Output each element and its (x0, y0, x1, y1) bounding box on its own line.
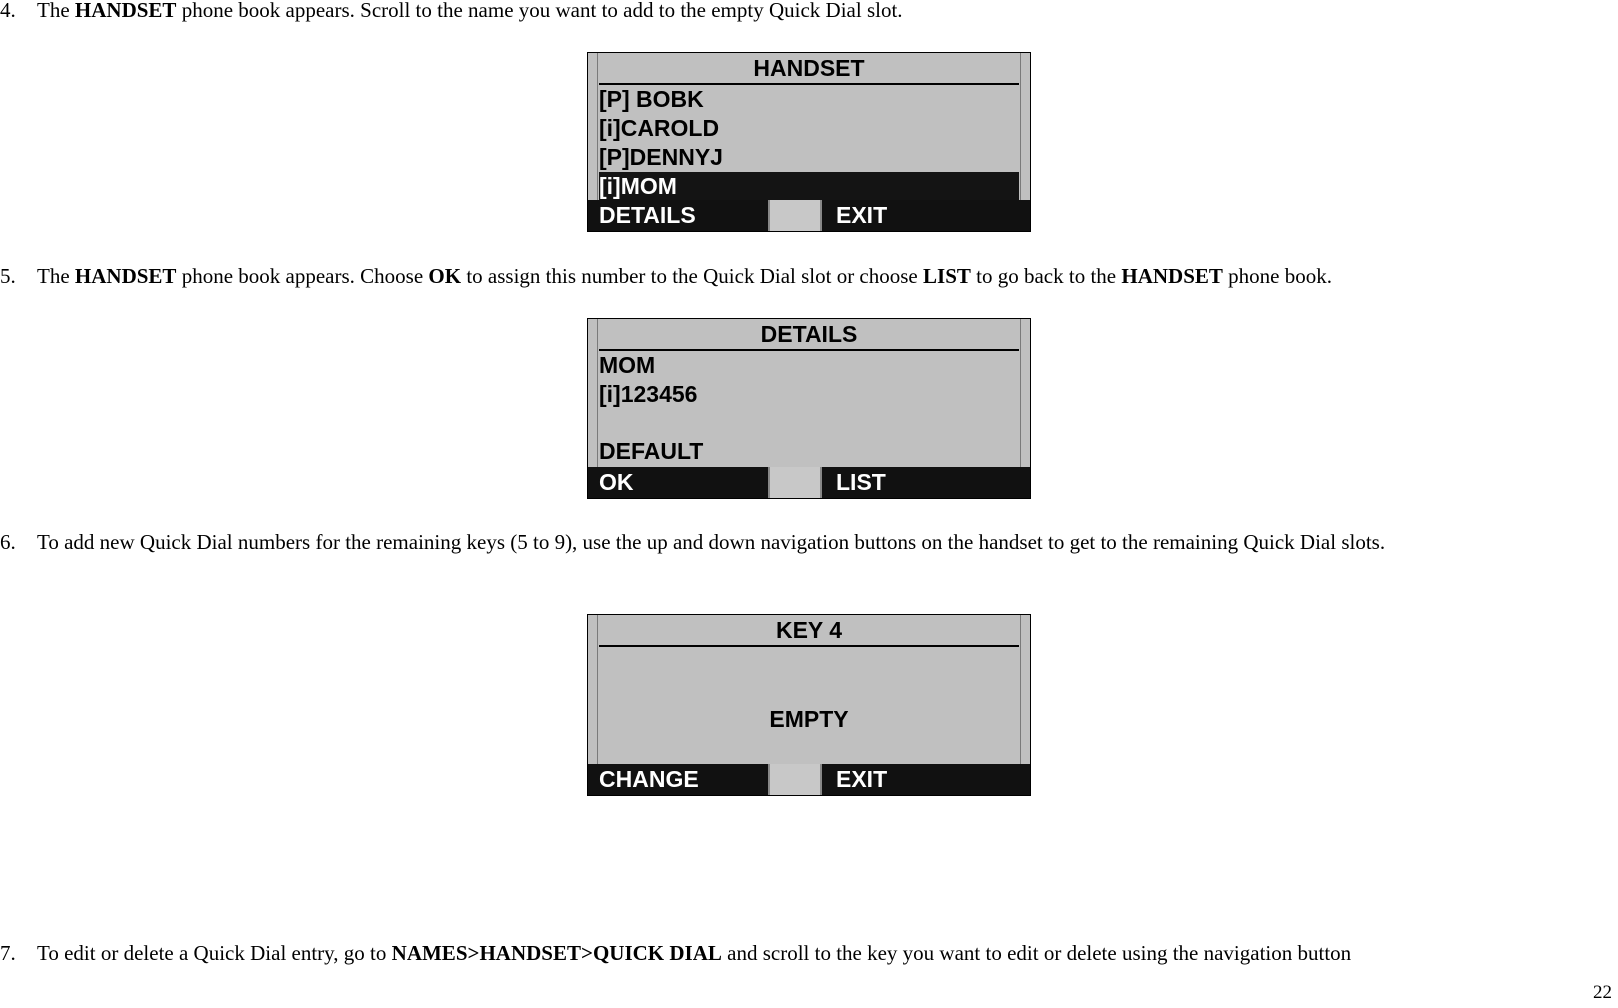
screen-title: HANDSET (599, 53, 1019, 85)
step-number: 7. (0, 941, 16, 965)
exit-softkey[interactable]: EXIT (836, 766, 888, 792)
contact-number: [i]123456 (599, 381, 698, 407)
ok-softkey[interactable]: OK (599, 469, 634, 495)
step-7 (0, 939, 1610, 968)
step-text: The HANDSET phone book appears. Scroll to the name you want to add to the empty Quick Dial slot. (37, 0, 903, 22)
slot-status: EMPTY (769, 706, 849, 732)
phonebook-entry[interactable]: [P]DENNYJ (599, 144, 723, 170)
softkey-divider (768, 764, 822, 795)
softkey-bar (588, 764, 1030, 795)
details-screen (587, 318, 1031, 499)
step-6 (0, 528, 1610, 557)
softkey-divider (768, 200, 822, 231)
softkey-divider (768, 467, 822, 498)
softkey-bar (588, 200, 1030, 231)
ring-setting: DEFAULT (599, 438, 704, 464)
step-text: To edit or delete a Quick Dial entry, go to NAMES>HANDSET>QUICK DIAL and scroll to the key you want to edit or delete using the navigation button (37, 941, 1352, 965)
page-number: 22 (1593, 982, 1612, 1003)
screen-title: KEY 4 (599, 615, 1019, 647)
exit-softkey[interactable]: EXIT (836, 202, 888, 228)
softkey-bar (588, 467, 1030, 498)
phonebook-entry-selected[interactable]: [i]MOM (599, 172, 1019, 201)
handset-phonebook-screen (587, 52, 1031, 232)
change-softkey[interactable]: CHANGE (599, 766, 699, 792)
step-number: 5. (0, 264, 16, 288)
key-4-screen (587, 614, 1031, 796)
step-number: 4. (0, 0, 16, 22)
contact-name: MOM (599, 352, 656, 378)
step-number: 6. (0, 530, 16, 554)
details-softkey[interactable]: DETAILS (599, 202, 696, 228)
phonebook-entry[interactable]: [P] BOBK (599, 86, 704, 112)
phonebook-entry[interactable]: [i]CAROLD (599, 115, 720, 141)
step-5 (0, 262, 1610, 291)
step-text: The HANDSET phone book appears. Choose OK to assign this number to the Quick Dial slot or choose LIST to go back to the HANDSET phone book. (37, 264, 1332, 288)
screen-title: DETAILS (599, 319, 1019, 351)
list-softkey[interactable]: LIST (836, 469, 886, 495)
step-text: To add new Quick Dial numbers for the remaining keys (5 to 9), use the up and down navigation buttons on the handset to get to the remaining Quick Dial slots. (37, 530, 1386, 554)
step-4 (0, 0, 1610, 25)
